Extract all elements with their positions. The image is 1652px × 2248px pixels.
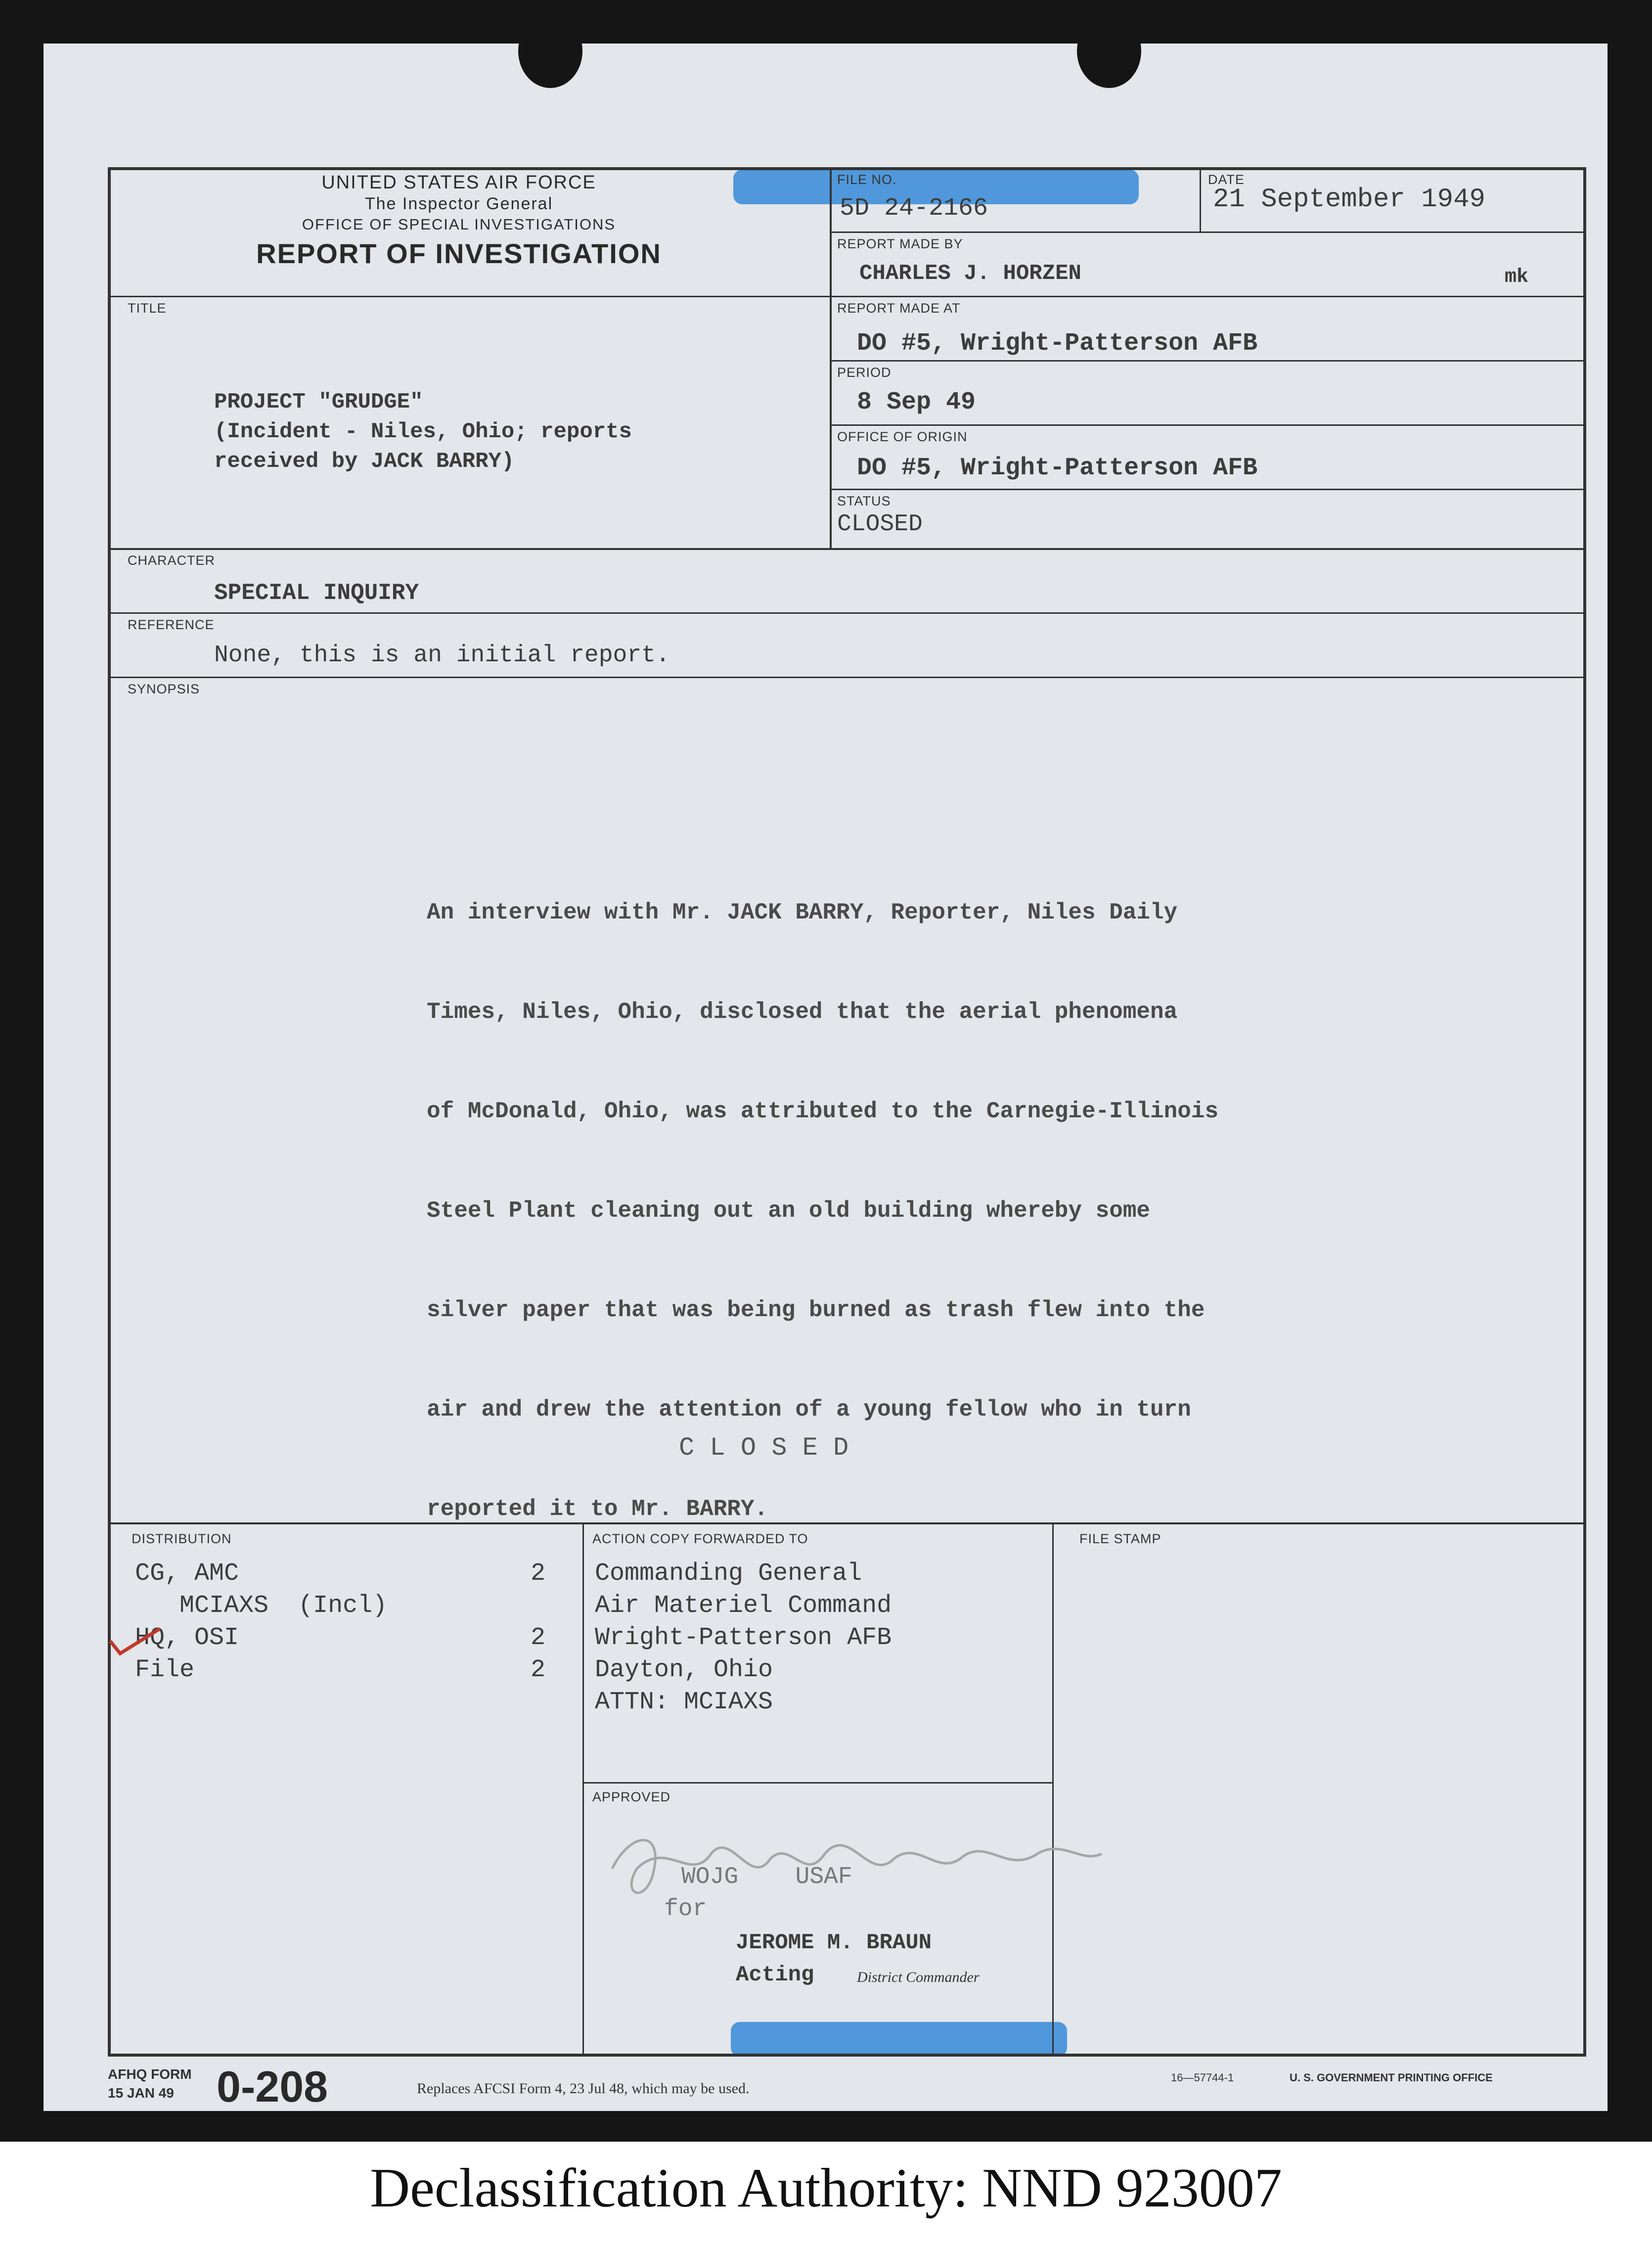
divider-right-column (830, 167, 832, 548)
form-label: AFHQ FORM (108, 2066, 192, 2082)
made-by-initials: mk (1505, 266, 1529, 288)
form-frame-right (1583, 167, 1586, 2057)
declassification-footer (0, 2142, 1652, 2248)
title-line-3: received by JACK BARRY) (214, 449, 515, 474)
approved-label: APPROVED (592, 1789, 671, 1804)
synopsis-label: SYNOPSIS (128, 682, 200, 696)
distribution-count: 2 (531, 1560, 546, 1588)
form-replaces: Replaces AFCSI Form 4, 23 Jul 48, which may be used. (417, 2080, 750, 2097)
origin-label: OFFICE OF ORIGIN (837, 429, 968, 444)
rule-origin (830, 489, 1586, 490)
document-page (44, 44, 1607, 2111)
synopsis-line: of McDonald, Ohio, was attributed to the Carnegie-Illinois (427, 1099, 1219, 1124)
status-value: CLOSED (837, 511, 923, 538)
gpo-label: U. S. GOVERNMENT PRINTING OFFICE (1290, 2071, 1493, 2084)
action-label: ACTION COPY FORWARDED TO (592, 1531, 808, 1546)
synopsis-line: An interview with Mr. JACK BARRY, Reporter, Niles Daily (427, 900, 1178, 925)
report-title: REPORT OF INVESTIGATION (256, 238, 662, 269)
distribution-row: MCIAXS (Incl) (135, 1592, 388, 1620)
action-line: Air Materiel Command (595, 1592, 892, 1620)
distribution-row: HQ, OSI (135, 1624, 239, 1652)
distribution-row: CG, AMC (135, 1560, 239, 1588)
header-line-2: The Inspector General (364, 194, 553, 213)
synopsis-line: Times, Niles, Ohio, disclosed that the aerial phenomena (427, 999, 1178, 1025)
action-line: ATTN: MCIAXS (595, 1688, 773, 1716)
divider-distribution (582, 1522, 584, 2057)
print-code: 16—57744-1 (1171, 2071, 1234, 2084)
period-value: 8 Sep 49 (857, 388, 976, 416)
approved-acting: Acting (736, 1963, 814, 1987)
header-line-1: UNITED STATES AIR FORCE (321, 172, 596, 193)
closed-stamp: C L O S E D (679, 1433, 849, 1463)
action-line: Dayton, Ohio (595, 1656, 773, 1684)
distribution-count: 2 (531, 1656, 546, 1684)
approved-role: District Commander (857, 1969, 980, 1985)
handwritten-signature (592, 1809, 1112, 1908)
form-frame-bottom (108, 2054, 1586, 2057)
approved-for: for (664, 1896, 707, 1923)
origin-value: DO #5, Wright-Patterson AFB (857, 454, 1258, 482)
rule-header (108, 296, 832, 297)
title-label: TITLE (128, 301, 167, 316)
rule-character (108, 612, 1586, 614)
blue-marker-bottom (731, 2022, 1067, 2057)
rule-made-at (830, 360, 1586, 362)
form-frame-top (108, 167, 1586, 170)
approved-name: JEROME M. BRAUN (736, 1930, 932, 1955)
punch-hole-left (518, 14, 582, 88)
synopsis-text (427, 830, 1218, 1592)
rule-period (830, 424, 1586, 426)
rule-approved (582, 1782, 1053, 1784)
form-date: 15 JAN 49 (108, 2085, 174, 2101)
rule-reference (108, 677, 1586, 678)
character-label: CHARACTER (128, 553, 216, 568)
red-check-mark (108, 1626, 162, 1656)
approved-rank: WOJG USAF (681, 1864, 852, 1890)
file-no-value: 5D 24-2166 (840, 194, 988, 223)
synopsis-line: air and drew the attention of a young fellow who in turn (427, 1397, 1191, 1422)
made-by-value: CHARLES J. HORZEN (859, 261, 1081, 286)
form-frame-left (108, 167, 111, 2057)
rule-made-by (830, 296, 1586, 297)
form-number: 0-208 (217, 2062, 328, 2111)
rule-title (108, 548, 1586, 550)
reference-value: None, this is an initial report. (214, 642, 670, 669)
reference-label: REFERENCE (128, 617, 215, 632)
rule-file-no (830, 231, 1586, 233)
file-stamp-label: FILE STAMP (1079, 1531, 1161, 1546)
declassification-authority: Declassification Authority: NND 923007 (370, 2157, 1282, 2219)
character-value: SPECIAL INQUIRY (214, 580, 419, 606)
made-by-label: REPORT MADE BY (837, 236, 963, 251)
date-label: DATE (1208, 172, 1245, 187)
synopsis-line: silver paper that was being burned as trash flew into the (427, 1297, 1205, 1323)
file-no-label: FILE NO. (837, 172, 897, 187)
header-line-3: OFFICE OF SPECIAL INVESTIGATIONS (302, 216, 616, 233)
made-at-value: DO #5, Wright-Patterson AFB (857, 329, 1258, 358)
distribution-label: DISTRIBUTION (132, 1531, 232, 1546)
synopsis-line: reported it to Mr. BARRY. (427, 1496, 768, 1522)
synopsis-line: Steel Plant cleaning out an old building whereby some (427, 1198, 1151, 1224)
status-label: STATUS (837, 494, 891, 508)
period-label: PERIOD (837, 365, 892, 380)
punch-hole-right (1077, 14, 1141, 88)
action-line: Wright-Patterson AFB (595, 1624, 892, 1652)
divider-date (1200, 167, 1201, 231)
title-line-2: (Incident - Niles, Ohio; reports (214, 419, 632, 444)
title-line-1: PROJECT "GRUDGE" (214, 390, 423, 414)
made-at-label: REPORT MADE AT (837, 301, 961, 316)
divider-action (1052, 1522, 1054, 2057)
action-line: Commanding General (595, 1560, 862, 1588)
distribution-row: File (135, 1656, 195, 1684)
date-value: 21 September 1949 (1213, 184, 1485, 215)
distribution-count: 2 (531, 1624, 546, 1652)
